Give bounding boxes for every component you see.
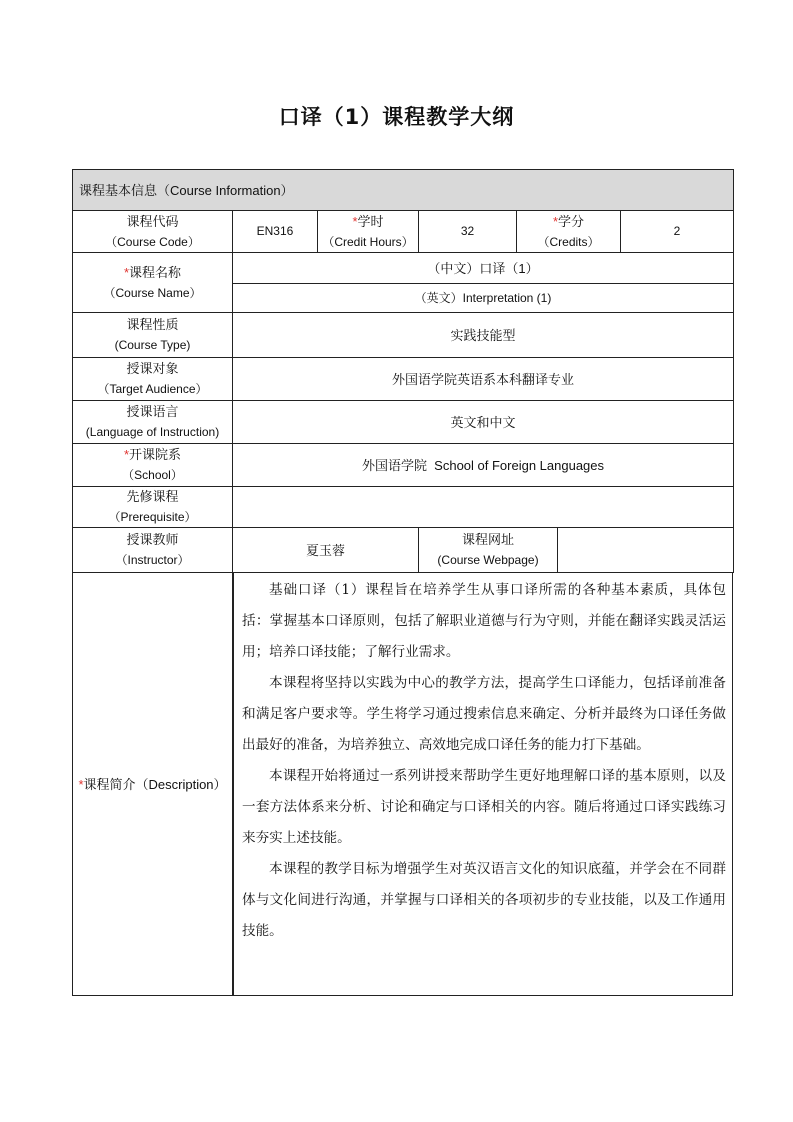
course-type-text: 实践技能型: [450, 327, 516, 343]
instructor-label-en: （Instructor）: [115, 553, 190, 567]
target-audience-label-cn: 授课对象: [126, 361, 179, 376]
language-label: [72, 400, 233, 444]
webpage-label-en: (Course Webpage): [437, 553, 539, 567]
target-audience-text: 外国语学院英语系本科翻译专业: [391, 371, 574, 387]
description-label: [72, 572, 233, 996]
section-header: [72, 169, 734, 211]
description-paragraph: 本课程将坚持以实践为中心的教学方法，提高学生口译能力，包括译前准备和满足客户要求等。学生将学习通过搜索信息来确定、分析并最终为口译任务做出最好的准备，为培养独立、高效地完成口译任务的能力打下基础。: [242, 675, 726, 753]
course-code-text: EN316: [256, 224, 294, 238]
school-label: [72, 443, 233, 487]
credits-label: [516, 210, 621, 253]
course-name-en-text: （英文）Interpretation (1): [414, 290, 552, 305]
required-mark: *: [552, 213, 559, 229]
course-code-label-en: （Course Code）: [105, 234, 200, 249]
course-code-label: [72, 210, 233, 253]
description-paragraph: 本课程开始将通过一系列讲授来帮助学生更好地理解口译的基本原则，以及一套方法体系来分析、讨论和确定与口译相关的内容。随后将通过口译实践练习来夯实上述技能。: [242, 768, 726, 846]
school-label-en: （School）: [122, 468, 183, 482]
description-paragraph: 基础口译（1）课程旨在培养学生从事口译所需的各种基本素质，具体包括：掌握基本口译原则，包括了解职业道德与行为守则，并能在翻译实践灵活运用；培养口译技能；了解行业需求。: [242, 582, 726, 660]
required-mark: *: [123, 264, 130, 280]
course-type-label-en: (Course Type): [114, 338, 191, 352]
course-type-value: [232, 312, 734, 358]
course-code-value: [232, 210, 318, 253]
required-mark: *: [123, 447, 130, 462]
course-name-label-cn: 课程名称: [129, 264, 182, 280]
credit-hours-value: [418, 210, 517, 253]
credit-hours-label: [317, 210, 419, 253]
section-header-text: 课程基本信息（Course Information）: [79, 182, 294, 198]
course-code-label-cn: 课程代码: [126, 213, 179, 229]
required-mark: *: [78, 776, 84, 792]
prerequisite-label-en: （Prerequisite）: [108, 510, 197, 524]
page-title: 口译（1）课程教学大纲: [278, 105, 515, 129]
instructor-label-cn: 授课教师: [126, 532, 179, 547]
credit-hours-label-cn: 学时: [357, 213, 384, 229]
school-value: [232, 443, 734, 487]
webpage-label-cn: 课程网址: [461, 532, 514, 547]
language-label-cn: 授课语言: [126, 404, 179, 419]
course-name-cn-text: （中文）口译（1）: [427, 260, 539, 276]
school-text: 外国语学院 School of Foreign Languages: [361, 457, 605, 473]
credits-value: [620, 210, 734, 253]
course-type-label-cn: 课程性质: [126, 317, 179, 332]
instructor-text: 夏玉蓉: [305, 542, 345, 558]
course-name-en: [232, 283, 734, 313]
course-type-label: [72, 312, 233, 358]
course-name-cn: [232, 252, 734, 284]
instructor-value: [232, 527, 419, 573]
credit-hours-text: 32: [460, 224, 475, 238]
description-label-text: 课程简介（Description）: [83, 776, 227, 792]
target-audience-label: [72, 357, 233, 401]
language-text: 英文和中文: [450, 414, 516, 430]
description-paragraph: 本课程的教学目标为增强学生对英汉语言文化的知识底蕴，并学会在不同群体与文化间进行沟通，并掌握与口译相关的各项初步的专业技能，以及工作通用技能。: [242, 861, 726, 939]
language-label-en: (Language of Instruction): [85, 425, 220, 439]
credits-label-cn: 学分: [558, 213, 585, 229]
target-audience-label-en: （Target Audience）: [97, 382, 208, 396]
webpage-value: [557, 527, 734, 573]
course-name-label: [72, 252, 233, 313]
course-name-label-en: （Course Name）: [103, 285, 202, 300]
prerequisite-value: [232, 486, 734, 528]
prerequisite-label: [72, 486, 233, 528]
language-value: [232, 400, 734, 444]
credit-hours-label-en: （Credit Hours）: [322, 234, 414, 249]
target-audience-value: [232, 357, 734, 401]
instructor-label: [72, 527, 233, 573]
credits-text: 2: [673, 224, 681, 238]
required-mark: *: [352, 213, 358, 229]
description-body: [233, 572, 733, 996]
credits-label-en: （Credits）: [537, 234, 600, 249]
webpage-label: [418, 527, 558, 573]
school-label-cn: 开课院系: [129, 447, 182, 462]
prerequisite-label-cn: 先修课程: [126, 489, 179, 504]
